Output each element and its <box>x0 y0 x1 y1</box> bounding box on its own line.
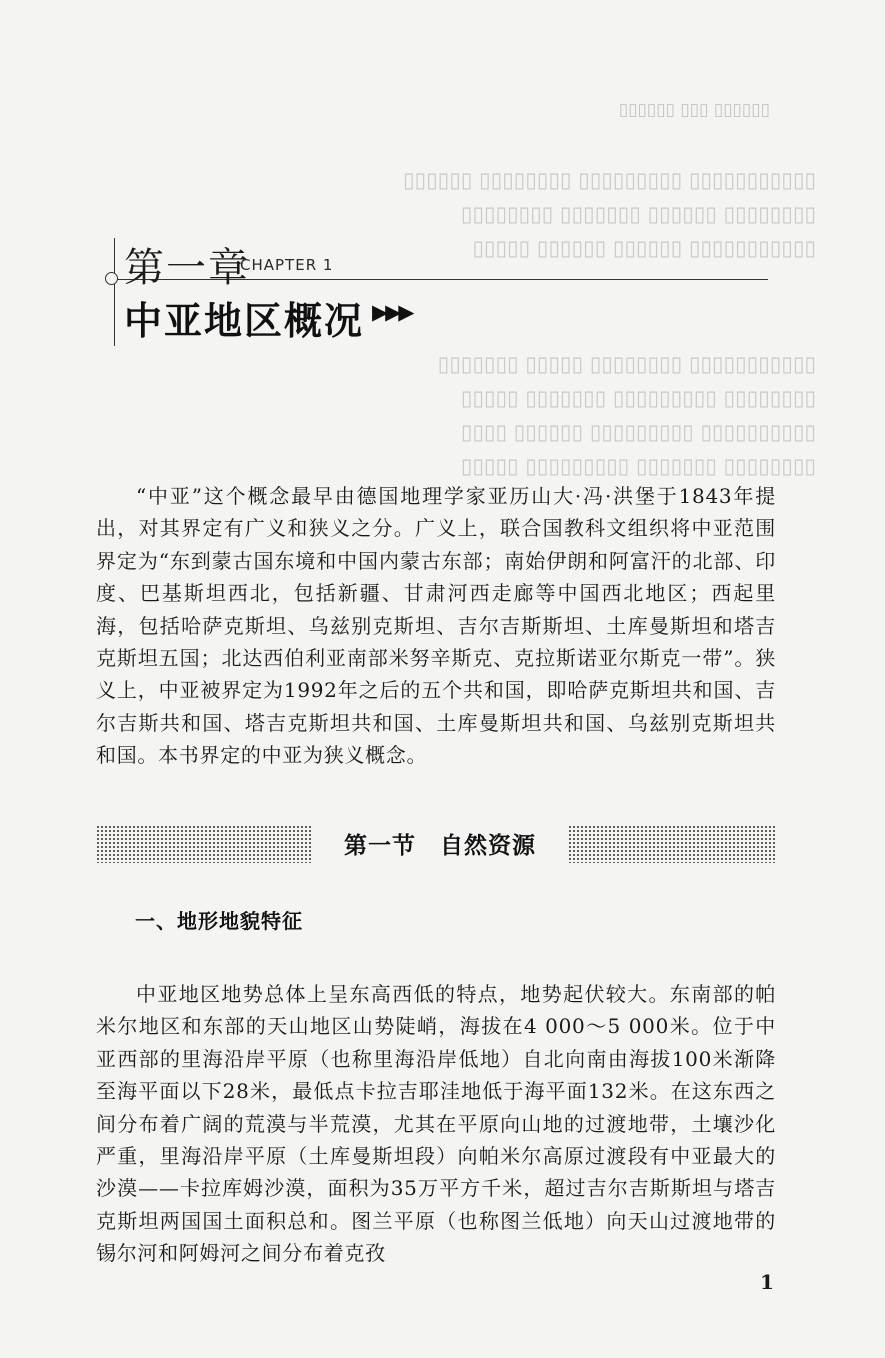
body-paragraph: 中亚地区地势总体上呈东高西低的特点，地势起伏较大。东南部的帕米尔地区和东部的天山地区山势陡峭，海拔在4 000～5 000米。位于中亚西部的里海沿岸平原（也称里海沿岸低地）自北向南由海拔100米渐降至海平面以下28米，最低点卡拉吉耶洼地低于海平面132米。在这东西之间分布着广阔的荒漠与半荒漠，尤其在平原向山地的过渡地带，土壤沙化严重，里海沿岸平原（土库曼斯坦段）向帕米尔高原过渡段有中亚最大的沙漠——卡拉库姆沙漠，面积为35万平方千米，超过吉尔吉斯斯坦与塔吉克斯坦两国国土面积总和。图兰平原（也称图兰低地）向天山过渡地带的锡尔河和阿姆河之间分布着克孜 <box>96 982 776 1266</box>
chapter-title: 中亚地区概况 <box>124 299 365 343</box>
section-title: 第一节 自然资源 <box>344 833 536 859</box>
subsection-title: 一、地形地貌特征 <box>135 909 303 933</box>
chapter-vertical-rule <box>114 238 115 346</box>
chapter-rule-circle <box>105 272 118 285</box>
bleed-through-line: ▯▯▯▯▯▯▯▯▯▯▯ ▯▯▯▯▯▯▯▯▯ ▯▯▯▯▯▯▯▯ ▯▯▯▯▯▯ <box>403 168 816 192</box>
bleed-through-line: ▯▯▯▯▯▯▯▯ ▯▯▯▯▯▯▯▯▯ ▯▯▯▯▯▯▯ ▯▯▯▯▯ <box>460 386 816 410</box>
page-number: 1 <box>760 1270 774 1294</box>
bleed-through-line: ▯▯▯▯▯▯▯▯▯▯ ▯▯▯▯▯▯▯▯▯ ▯▯▯▯▯▯ ▯▯▯▯ <box>460 420 816 444</box>
bleed-through-line: ▯▯▯▯▯▯▯▯▯▯▯ ▯▯▯▯▯▯ ▯▯▯▯▯▯ ▯▯▯▯▯ <box>472 236 816 260</box>
triple-arrow-icon: ▶▶▶ <box>372 300 412 324</box>
bleed-through-line: ▯▯▯▯▯▯▯▯ ▯▯▯▯▯▯▯ ▯▯▯▯▯▯▯▯▯ ▯▯▯▯▯ <box>460 454 816 478</box>
bleed-through-line: ▯▯▯▯▯▯▯▯▯▯▯ ▯▯▯▯▯▯▯▯ ▯▯▯▯▯ ▯▯▯▯▯▯▯ <box>437 352 816 376</box>
bleed-through-line: ▯▯▯▯▯▯▯▯ ▯▯▯▯▯▯ ▯▯▯▯▯▯▯ ▯▯▯▯▯▯▯▯ <box>460 202 816 226</box>
chapter-number: 第一章 <box>124 245 250 291</box>
intro-paragraph: “中亚”这个概念最早由德国地理学家亚历山大·冯·洪堡于1843年提出，对其界定有广义和狭义之分。广义上，联合国教科文组织将中亚范围界定为“东到蒙古国东境和中国内蒙古东部；南始伊朗和阿富汗的北部、印度、巴基斯坦西北，包括新疆、甘肃河西走廊等中国西北地区；西起里海，包括哈萨克斯坦、乌兹别克斯坦、吉尔吉斯斯坦、土库曼斯坦和塔吉克斯坦五国；北达西伯利亚南部米努辛斯克、克拉斯诺亚尔斯克一带”。狭义上，中亚被界定为1992年之后的五个共和国，即哈萨克斯坦共和国、吉尔吉斯共和国、塔吉克斯坦共和国、土库曼斯坦共和国、乌兹别克斯坦共和国。本书界定的中亚为狭义概念。 <box>96 484 776 768</box>
section-dotted-band-left <box>96 825 312 863</box>
section-dotted-band-right <box>568 825 776 863</box>
chapter-english-label: CHAPTER 1 <box>240 256 334 274</box>
bleed-through-header: ▯▯▯▯▯▯ ▯▯▯ ▯▯▯▯▯▯ <box>618 100 770 120</box>
